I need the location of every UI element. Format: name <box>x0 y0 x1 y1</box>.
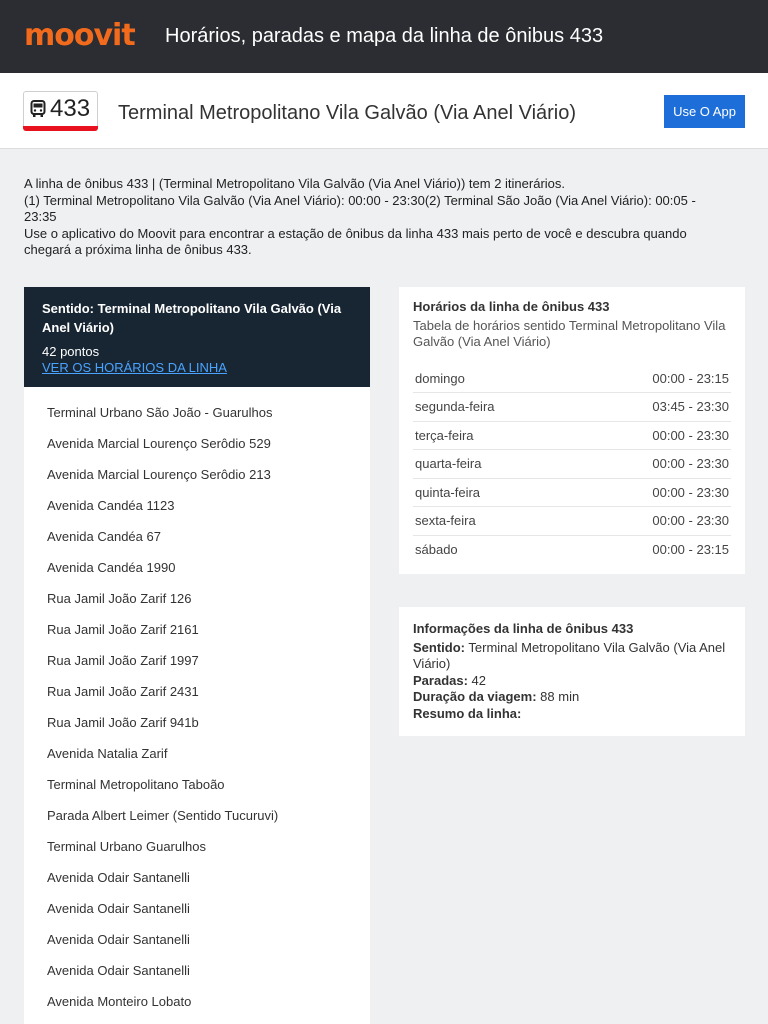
bus-icon <box>30 100 46 118</box>
route-bar <box>0 73 768 149</box>
view-schedule-link[interactable]: VER OS HORÁRIOS DA LINHA <box>42 360 227 375</box>
schedule-hours: 00:00 - 23:30 <box>573 507 731 536</box>
stop-item[interactable]: Rua Jamil João Zarif 126 <box>47 591 192 606</box>
info-duration-label: Duração da viagem: <box>413 689 537 704</box>
info-direction-value: Terminal Metropolitano Vila Galvão (Via Anel Viário) <box>413 639 726 671</box>
schedule-day: terça-feira <box>413 421 573 450</box>
schedule-day: segunda-feira <box>413 393 573 422</box>
info-stops-value: 42 <box>471 672 487 688</box>
stop-item[interactable]: Rua Jamil João Zarif 2161 <box>47 622 199 637</box>
stop-item[interactable]: Avenida Candéa 1990 <box>47 560 176 575</box>
schedule-row <box>413 393 731 422</box>
stops-header <box>24 287 370 387</box>
stop-item[interactable]: Avenida Odair Santanelli <box>47 870 190 885</box>
route-number: 433 <box>50 95 91 122</box>
schedule-day: domingo <box>413 364 573 393</box>
stop-item[interactable]: Parada Albert Leimer (Sentido Tucuruvi) <box>47 808 279 823</box>
schedule-card <box>399 287 745 574</box>
route-name: Terminal Metropolitano Vila Galvão (Via Anel Viário) <box>118 102 577 124</box>
schedule-title: Horários da linha de ônibus 433 <box>413 299 610 314</box>
use-app-button[interactable]: Use O App <box>664 95 745 128</box>
schedule-hours: 00:00 - 23:30 <box>573 478 731 507</box>
schedule-row <box>413 478 731 507</box>
moovit-logo[interactable]: moovit <box>24 18 135 53</box>
info-stops <box>413 673 731 690</box>
info-duration-value: 88 min <box>540 689 580 704</box>
info-summary <box>413 706 731 723</box>
stops-card <box>24 287 370 1024</box>
stop-item[interactable]: Rua Jamil João Zarif 1997 <box>47 653 199 668</box>
schedule-row <box>413 507 731 536</box>
intro-text <box>24 176 724 259</box>
info-summary-label: Resumo da linha: <box>413 705 522 721</box>
stops-count: 42 pontos <box>42 344 100 359</box>
route-color-bar <box>23 126 98 131</box>
schedule-table <box>413 364 731 564</box>
stop-item[interactable]: Terminal Urbano Guarulhos <box>47 839 206 854</box>
line-info-card <box>399 607 745 736</box>
schedule-row <box>413 450 731 479</box>
info-duration <box>413 689 731 706</box>
schedule-day: sexta-feira <box>413 507 573 536</box>
info-title: Informações da linha de ônibus 433 <box>413 621 634 636</box>
schedule-day: quarta-feira <box>413 450 573 479</box>
page-title: Horários, paradas e mapa da linha de ônibus 433 <box>165 25 604 47</box>
stops-list <box>24 387 370 1017</box>
intro-line-2: (1) Terminal Metropolitano Vila Galvão (Via Anel Viário): 00:00 - 23:30(2) Terminal São João (Via Anel Viário): 00:05 - 23:35 <box>24 192 696 224</box>
stop-item[interactable]: Avenida Monteiro Lobato <box>47 994 192 1009</box>
stop-item[interactable]: Terminal Urbano São João - Guarulhos <box>47 405 273 420</box>
info-direction-label: Sentido: <box>413 639 465 655</box>
schedule-hours: 00:00 - 23:15 <box>573 364 731 393</box>
info-direction <box>413 640 731 673</box>
schedule-row <box>413 364 731 393</box>
stop-item[interactable]: Avenida Marcial Lourenço Serôdio 529 <box>47 436 271 451</box>
schedule-day: sábado <box>415 542 458 557</box>
route-badge <box>23 91 98 129</box>
intro-line-1: A linha de ônibus 433 | (Terminal Metropolitano Vila Galvão (Via Anel Viário)) tem 2 itinerários. <box>24 176 565 191</box>
stop-item[interactable]: Avenida Odair Santanelli <box>47 932 190 947</box>
stop-item[interactable]: Rua Jamil João Zarif 2431 <box>47 684 199 699</box>
schedule-row <box>413 421 731 450</box>
stop-item[interactable]: Avenida Candéa 1123 <box>47 498 175 513</box>
stop-item[interactable]: Terminal Metropolitano Taboão <box>47 777 225 792</box>
top-header-bar <box>0 0 768 73</box>
schedule-hours: 00:00 - 23:15 <box>652 542 729 557</box>
schedule-subtitle: Tabela de horários sentido Terminal Metropolitano Vila Galvão (Via Anel Viário) <box>413 318 726 349</box>
schedule-hours: 00:00 - 23:30 <box>573 450 731 479</box>
stop-item[interactable]: Avenida Odair Santanelli <box>47 901 190 916</box>
schedule-row <box>413 535 731 564</box>
schedule-day: quinta-feira <box>413 478 573 507</box>
stop-item[interactable]: Avenida Odair Santanelli <box>47 963 190 978</box>
stops-direction: Sentido: Terminal Metropolitano Vila Galvão (Via Anel Viário) <box>42 301 342 335</box>
stop-item[interactable]: Avenida Natalia Zarif <box>47 746 168 761</box>
info-stops-label: Paradas: <box>413 672 468 688</box>
stop-item[interactable]: Rua Jamil João Zarif 941b <box>47 715 199 730</box>
stop-item[interactable]: Avenida Candéa 67 <box>47 529 161 544</box>
schedule-hours: 00:00 - 23:30 <box>573 421 731 450</box>
stop-item[interactable]: Avenida Marcial Lourenço Serôdio 213 <box>47 467 271 482</box>
schedule-hours: 03:45 - 23:30 <box>573 393 731 422</box>
intro-line-3: Use o aplicativo do Moovit para encontrar a estação de ônibus da linha 433 mais perto de você e descubra quando chegará a próxima linha de ônibus 433. <box>24 225 687 257</box>
